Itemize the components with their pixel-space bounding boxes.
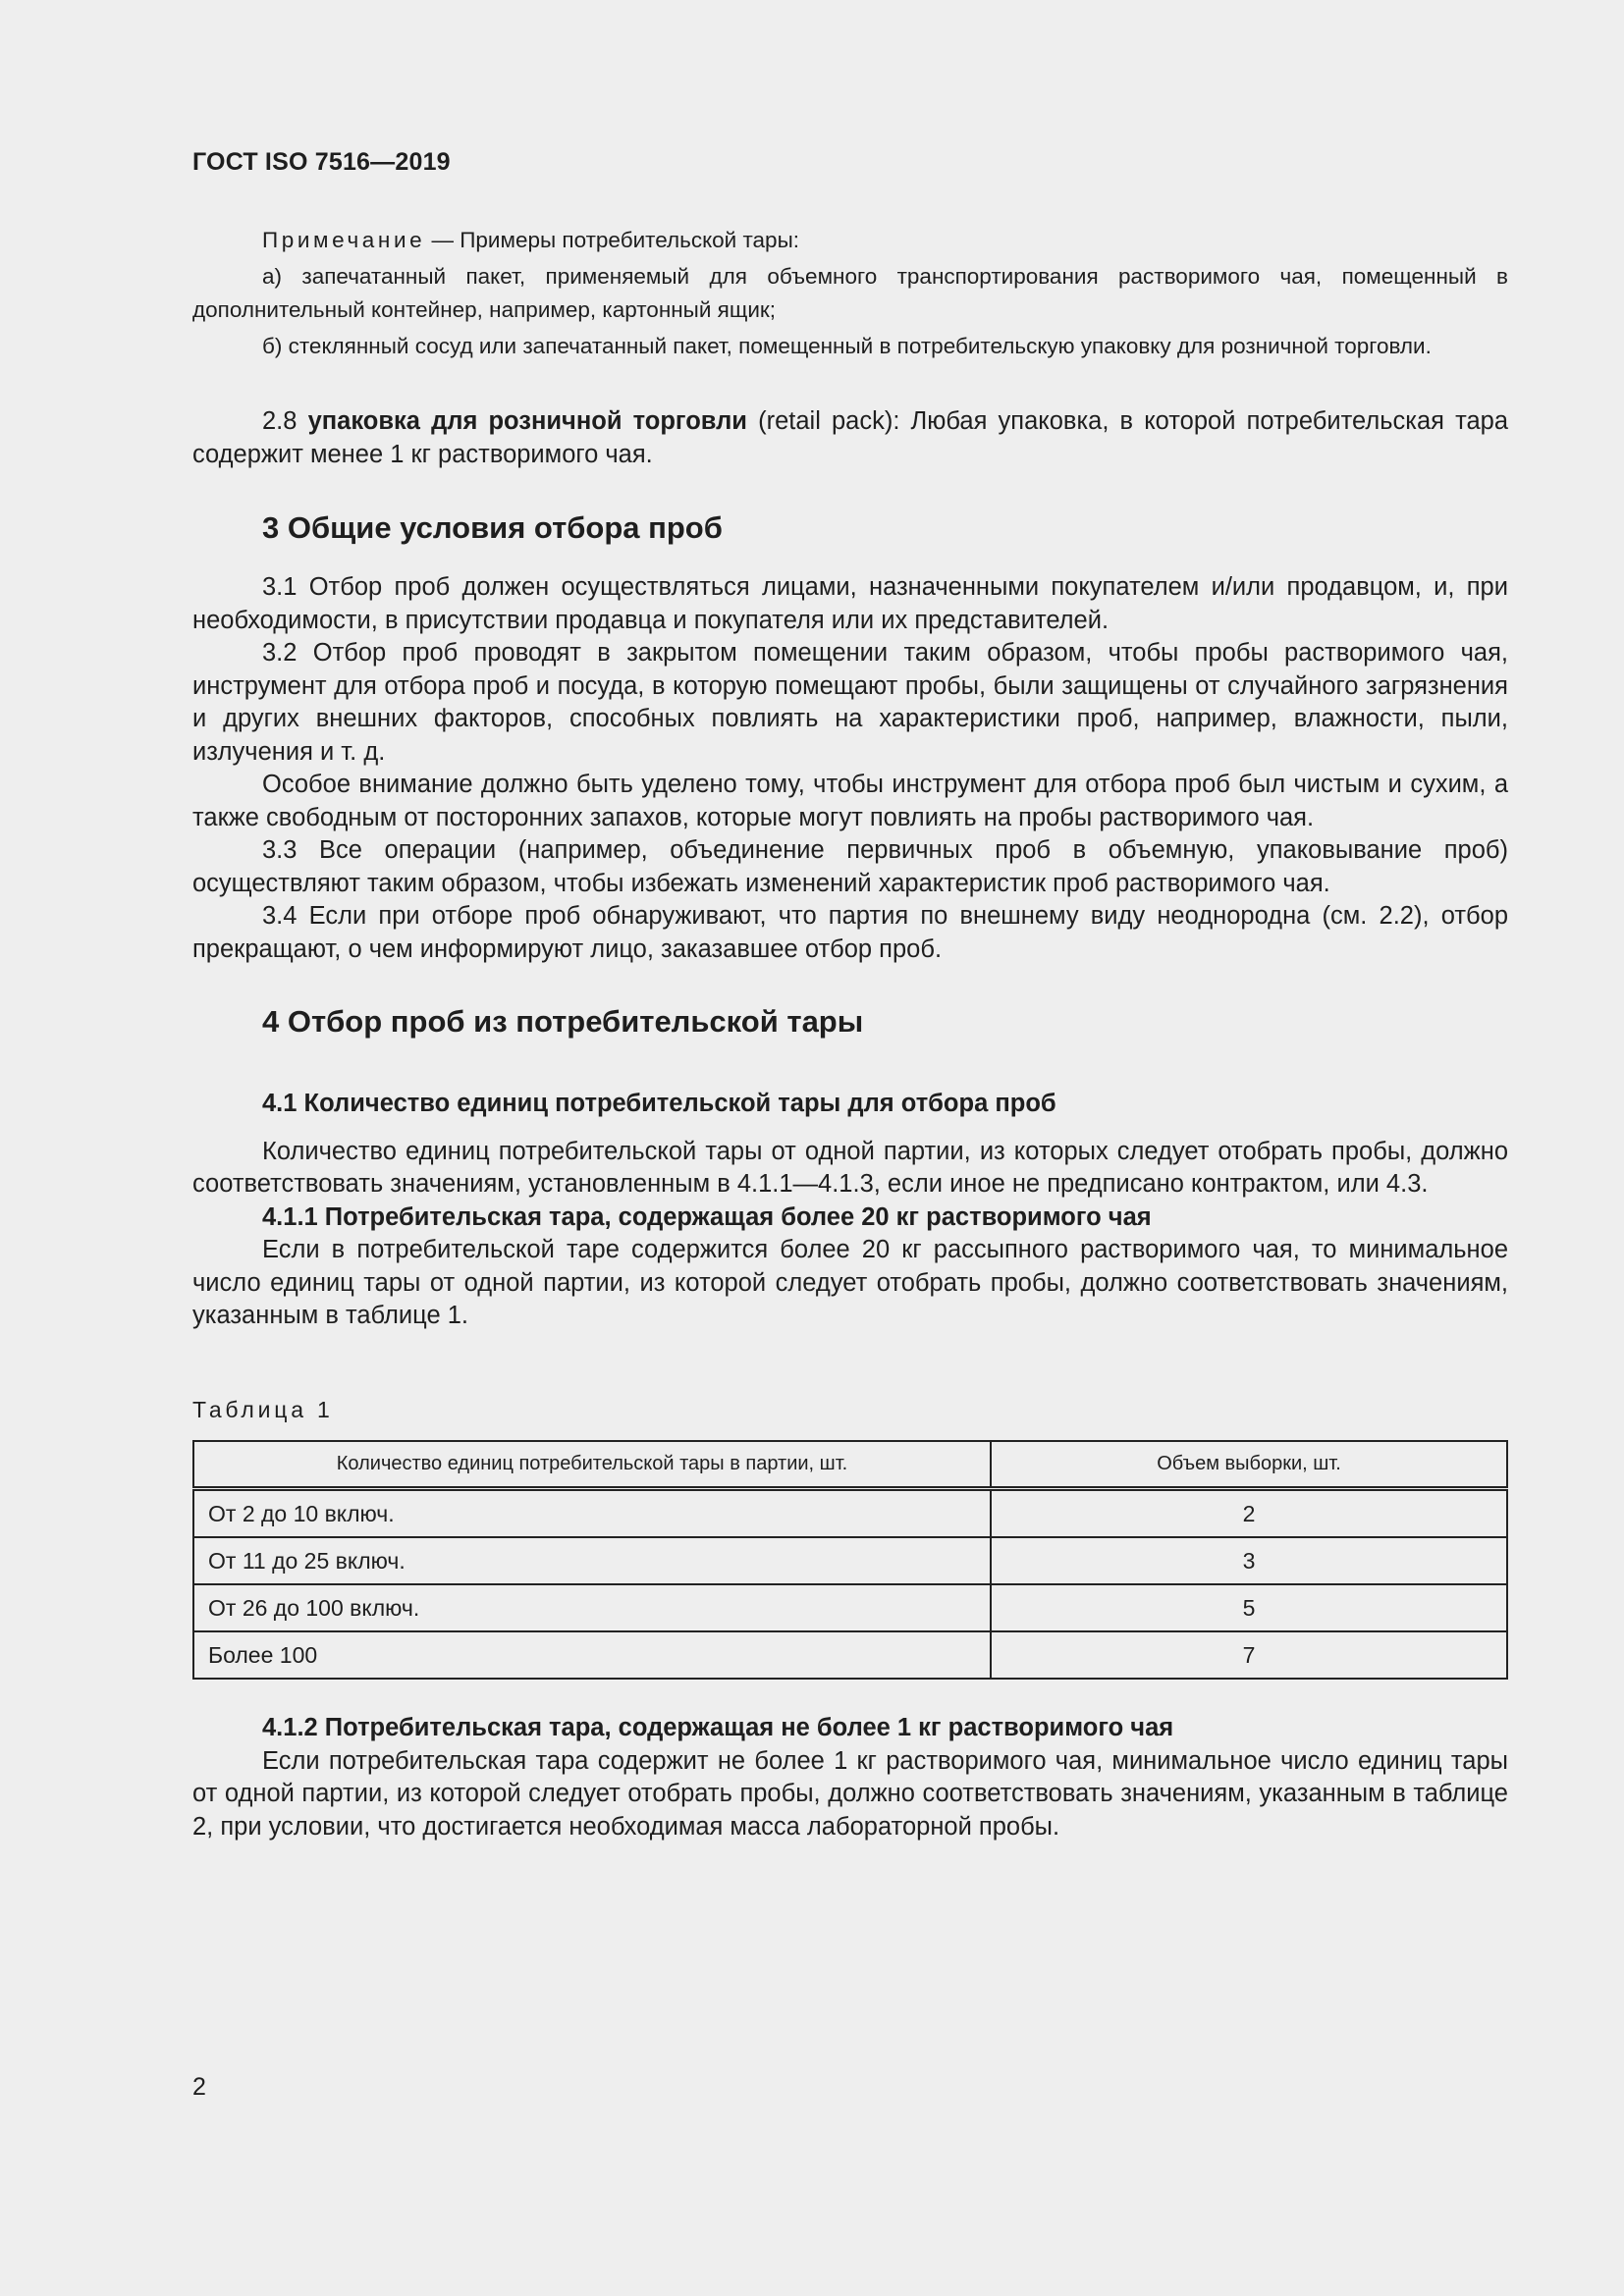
table-header-sample: Объем выборки, шт.: [991, 1441, 1507, 1489]
table-cell-sample: 5: [991, 1584, 1507, 1631]
table-cell-sample: 3: [991, 1537, 1507, 1584]
table-row: [193, 1537, 1507, 1584]
table-row: [193, 1489, 1507, 1538]
section-3-title: 3 Общие условия отбора проб: [262, 510, 723, 545]
paragraph-3-4: 3.4 Если при отборе проб обнаруживают, что партия по внешнему виду неоднородна (см. 2.2), отбор прекращают, о чем информируют лицо, заказавшее отбор проб.: [192, 902, 1508, 963]
table-1: [192, 1440, 1508, 1680]
definition-2-8: 2.8 упаковка для розничной торговли (retail pack): Любая упаковка, в которой потребительская тара содержит менее 1 кг растворимого чая.: [192, 407, 1509, 468]
document-header: ГОСТ ISO 7516—2019: [192, 148, 451, 176]
subsection-4-1-2-text: Если потребительская тара содержит не более 1 кг растворимого чая, минимальное число единиц тары от одной партии, из которой следует отобрать пробы, должно соответствовать значениям, указанным в таблице 2, при условии, что достигается необходимая масса лабораторной пробы.: [192, 1746, 1508, 1841]
subsection-4-1-1-text: Если в потребительской таре содержится более 20 кг рассыпного растворимого чая, то минимальное число единиц тары от одной партии, из которой следует отобрать пробы, должно соответствовать значениям, указанным в таблице 1.: [192, 1236, 1508, 1329]
note-intro: Примечание — Примеры потребительской тары:: [262, 228, 799, 252]
section-4-title: 4 Отбор проб из потребительской тары: [262, 1004, 864, 1039]
note-item-b: б) стеклянный сосуд или запечатанный пакет, помещенный в потребительскую упаковку для розничной торговли.: [262, 334, 1432, 358]
note-block: [192, 224, 1508, 363]
table-cell-range: От 26 до 100 включ.: [193, 1584, 991, 1631]
section-4-body: [192, 1088, 1508, 1333]
subsection-4-1-1-title: 4.1.1 Потребительская тара, содержащая более 20 кг растворимого чая: [262, 1202, 1152, 1231]
paragraph-3-2-note: Особое внимание должно быть уделено тому, чтобы инструмент для отбора проб был чистым и сухим, а также свободным от посторонних запахов, которые могут повлиять на пробы растворимого чая.: [192, 771, 1508, 831]
table-row: [193, 1584, 1507, 1631]
subsection-4-1-2: [192, 1712, 1508, 1843]
table-cell-range: От 2 до 10 включ.: [193, 1489, 991, 1538]
table-row: [193, 1631, 1507, 1679]
definition-term: упаковка для розничной торговли: [307, 407, 747, 435]
paragraph-3-2: 3.2 Отбор проб проводят в закрытом помещении таким образом, чтобы пробы растворимого чая, инструмент для отбора проб и посуда, в которую помещают пробы, были защищены от случайного загрязнения и других внешних факторов, способных повлиять на характеристики проб, например, влажности, пыли, излучения и т. д.: [192, 639, 1508, 766]
table-cell-sample: 2: [991, 1489, 1507, 1538]
table-cell-range: От 11 до 25 включ.: [193, 1537, 991, 1584]
note-label: Примечание: [262, 228, 426, 252]
table-header-row: [193, 1441, 1507, 1489]
table-cell-sample: 7: [991, 1631, 1507, 1679]
paragraph-3-1: 3.1 Отбор проб должен осуществляться лицами, назначенными покупателем и/или продавцом, и, при необходимости, в присутствии продавца и покупателя или их представителей.: [192, 573, 1508, 634]
note-item-a: а) запечатанный пакет, применяемый для объемного транспортирования растворимого чая, помещенный в дополнительный контейнер, например, картонный ящик;: [192, 264, 1508, 322]
table-header-quantity: Количество единиц потребительской тары в партии, шт.: [193, 1441, 991, 1489]
subsection-4-1-title: 4.1 Количество единиц потребительской тары для отбора проб: [262, 1090, 1056, 1117]
document-page: [192, 0, 1508, 2296]
table-cell-range: Более 100: [193, 1631, 991, 1679]
section-3-body: [192, 571, 1508, 966]
paragraph-3-3: 3.3 Все операции (например, объединение первичных проб в объемную, упаковывание проб) осуществляют таким образом, чтобы избежать изменений характеристик проб растворимого чая.: [192, 836, 1508, 897]
page-number: 2: [192, 2073, 206, 2101]
subsection-4-1-2-title: 4.1.2 Потребительская тара, содержащая не более 1 кг растворимого чая: [262, 1714, 1174, 1741]
subsection-4-1-text: Количество единиц потребительской тары от одной партии, из которых следует отобрать пробы, должно соответствовать значениям, установленным в 4.1.1—4.1.3, если иное не предписано контрактом, или 4.3.: [192, 1137, 1508, 1198]
table-1-caption: Таблица 1: [192, 1397, 334, 1422]
